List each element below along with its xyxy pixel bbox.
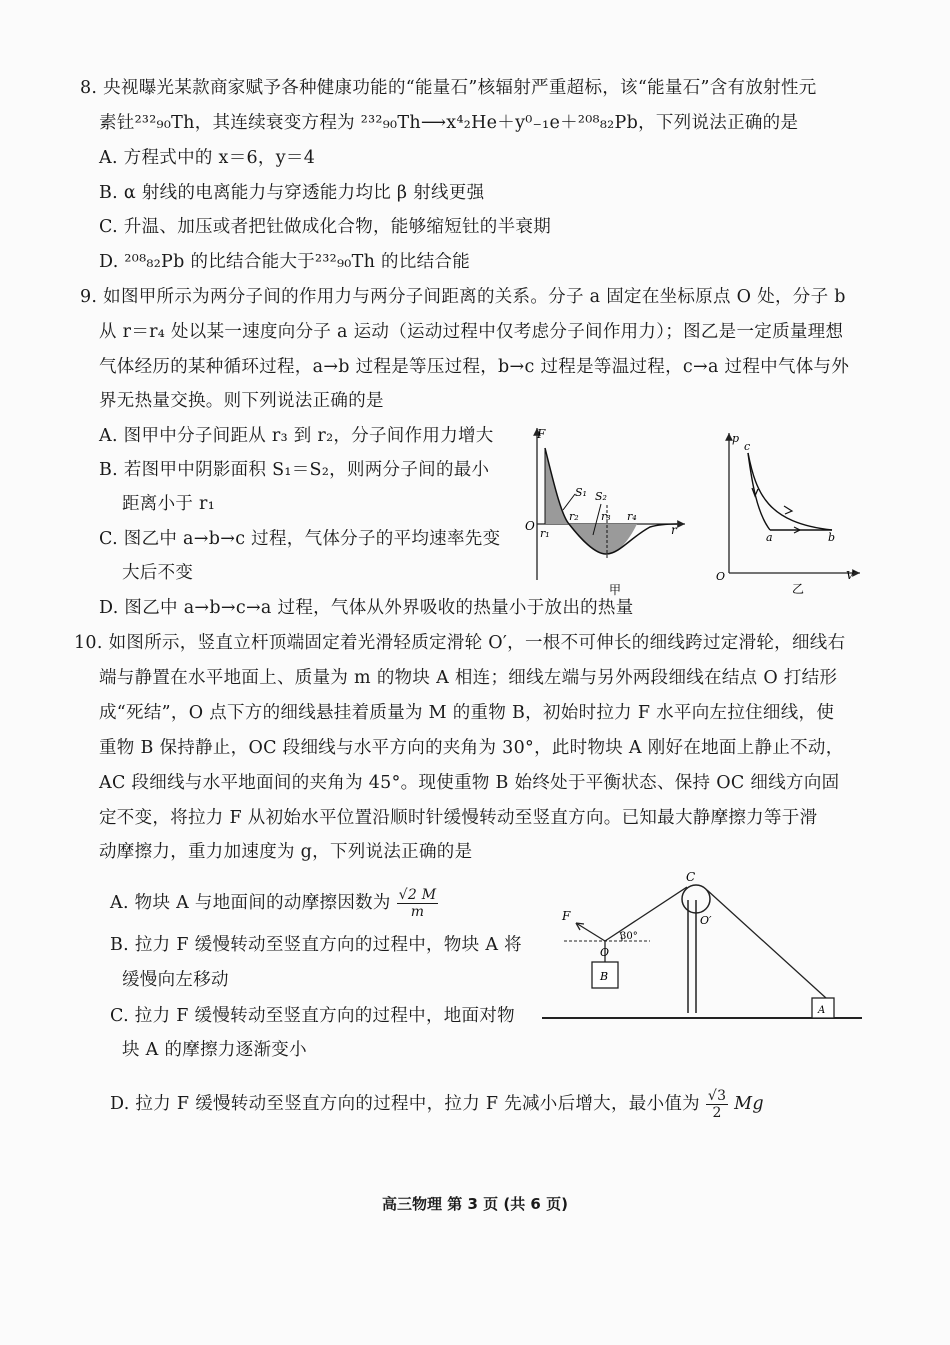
- q10-stem-line-6: 定不变，将拉力 F 从初始水平位置沿顺时针缓慢转动至竖直方向。已知最大静摩擦力等于滑: [99, 808, 818, 828]
- isotherm-bc: [748, 453, 832, 530]
- q10-option-a-fraction: [397, 887, 439, 920]
- figure-yi-caption: 乙: [792, 582, 805, 596]
- r4-label: r₄: [627, 510, 637, 523]
- q9-option-b-line-1: B. 若图甲中阴影面积 S₁＝S₂，则两分子间的最小: [99, 460, 490, 480]
- figure-yi-pv-cycle: [712, 428, 867, 598]
- q9-option-c-line-1: C. 图乙中 a→b→c 过程，气体分子的平均速率先变: [99, 529, 501, 549]
- q9-option-b-line-2: 距离小于 r₁: [122, 494, 216, 514]
- rope-ca: [707, 890, 826, 998]
- r2-label: r₂: [569, 510, 579, 523]
- p-axis-label: p: [732, 432, 740, 445]
- rope-oc: [605, 887, 687, 941]
- f-axis-label: F: [537, 427, 546, 441]
- weight-b-label: B: [600, 970, 609, 983]
- knot-o-label: O: [600, 946, 610, 959]
- q9-stem-line-3: 气体经历的某种循环过程，a→b 过程是等压过程，b→c 过程是等温过程，c→a 过程中气体与外: [99, 357, 850, 377]
- q9-option-a: A. 图甲中分子间距从 r₃ 到 r₂，分子间作用力增大: [99, 426, 494, 446]
- r1-label: r₁: [540, 527, 550, 540]
- point-a-label: a: [766, 531, 773, 544]
- point-c-label: C: [686, 870, 696, 884]
- figure-jia-force-distance: [525, 420, 695, 600]
- q10-option-d-unit: Mg: [734, 1094, 764, 1114]
- q10-option-c-line-2: 块 A 的摩擦力逐渐变小: [122, 1040, 307, 1060]
- s2-label: S₂: [595, 490, 607, 503]
- pulley-o-prime-label: O′: [700, 914, 712, 927]
- figure-pulley-system: [540, 870, 870, 1030]
- q8-stem-line-2: 素钍²³²₉₀Th，其连续衰变方程为 ²³²₉₀Th⟶x⁴₂He＋y⁰₋₁e＋²⁰⁸₈₂Pb，下列说法正确的是: [99, 113, 799, 133]
- q10-option-d: [110, 1088, 764, 1121]
- page-footer: 高三物理 第 3 页 (共 6 页): [382, 1195, 568, 1213]
- s1-label: S₁: [575, 486, 587, 499]
- force-label: F: [562, 909, 571, 923]
- q8-option-d: D. ²⁰⁸₈₂Pb 的比结合能大于²³²₉₀Th 的比结合能: [99, 252, 471, 272]
- q10-option-a: [110, 887, 438, 920]
- q9-option-c-line-2: 大后不变: [122, 563, 194, 583]
- q10-option-c-line-1: C. 拉力 F 缓慢转动至竖直方向的过程中，地面对物: [110, 1006, 515, 1026]
- v-axis-label: V: [846, 569, 854, 582]
- point-c-label: c: [744, 440, 751, 453]
- q10-stem-line-4: 重物 B 保持静止，OC 段细线与水平方向的夹角为 30°，此时物块 A 刚好在地面上静止不动，: [99, 738, 844, 758]
- fraction-denominator: 2: [712, 1105, 722, 1121]
- q10-option-b-line-2: 缓慢向左移动: [122, 970, 229, 990]
- figure-jia-caption: 甲: [609, 583, 622, 597]
- block-a-label: A: [818, 1005, 826, 1016]
- q8-option-b: B. α 射线的电离能力与穿透能力均比 β 射线更强: [99, 183, 485, 203]
- q10-option-a-text: A. 物块 A 与地面间的动摩擦因数为: [110, 893, 391, 913]
- angle-label: 30°: [620, 931, 638, 942]
- q8-option-c: C. 升温、加压或者把钍做成化合物，能够缩短钍的半衰期: [99, 217, 551, 237]
- adiabat-ca: [748, 453, 770, 530]
- q9-stem-line-2: 从 r＝r₄ 处以某一速度向分子 a 运动（运动过程中仅考虑分子间作用力）；图乙是一定质量理想: [99, 322, 844, 342]
- q8-option-a: A. 方程式中的 x＝6，y＝4: [99, 148, 316, 168]
- bc-arrow-icon: [784, 506, 792, 514]
- q10-option-d-fraction: [706, 1088, 728, 1121]
- fraction-denominator: m: [410, 904, 425, 920]
- q9-option-d: D. 图乙中 a→b→c→a 过程，气体从外界吸收的热量小于放出的热量: [99, 598, 634, 618]
- q10-stem-line-7: 动摩擦力，重力加速度为 g，下列说法正确的是: [99, 842, 473, 862]
- origin-label: O: [716, 570, 726, 583]
- origin-label: O: [525, 519, 535, 533]
- q10-stem-line-5: AC 段细线与水平地面间的夹角为 45°。现使重物 B 始终处于平衡状态、保持 OC 细线方向固: [99, 773, 840, 793]
- q10-stem-line-1: 10. 如图所示，竖直立杆顶端固定着光滑轻质定滑轮 O′，一根不可伸长的细线跨过定滑轮，细线右: [74, 633, 846, 653]
- r3-label: r₃: [601, 510, 611, 523]
- q10-option-b-line-1: B. 拉力 F 缓慢转动至竖直方向的过程中，物块 A 将: [110, 935, 522, 955]
- q10-stem-line-2: 端与静置在水平地面上、质量为 m 的物块 A 相连；细线左端与另外两段细线在结点 O 打结形: [99, 668, 838, 688]
- s1-pointer: [563, 494, 575, 510]
- shaded-area-s2: [569, 524, 637, 554]
- q10-option-d-text: D. 拉力 F 缓慢转动至竖直方向的过程中，拉力 F 先减小后增大，最小值为: [110, 1094, 700, 1114]
- fraction-numerator: √2 M: [398, 887, 437, 903]
- q10-stem-line-3: 成“死结”，O 点下方的细线悬挂着质量为 M 的重物 B，初始时拉力 F 水平向左拉住细线，使: [99, 703, 835, 723]
- rope-f: [576, 923, 605, 941]
- q9-stem-line-1: 9. 如图甲所示为两分子间的作用力与两分子间距离的关系。分子 a 固定在坐标原点 O 处，分子 b: [80, 287, 846, 307]
- q8-stem-line-1: 8. 央视曝光某款商家赋予各种健康功能的“能量石”核辐射严重超标，该“能量石”含有放射性元: [80, 78, 817, 98]
- q9-stem-line-4: 界无热量交换。则下列说法正确的是: [99, 391, 384, 411]
- point-b-label: b: [828, 531, 836, 544]
- fraction-numerator: √3: [707, 1088, 727, 1104]
- r-axis-label: r: [671, 523, 677, 537]
